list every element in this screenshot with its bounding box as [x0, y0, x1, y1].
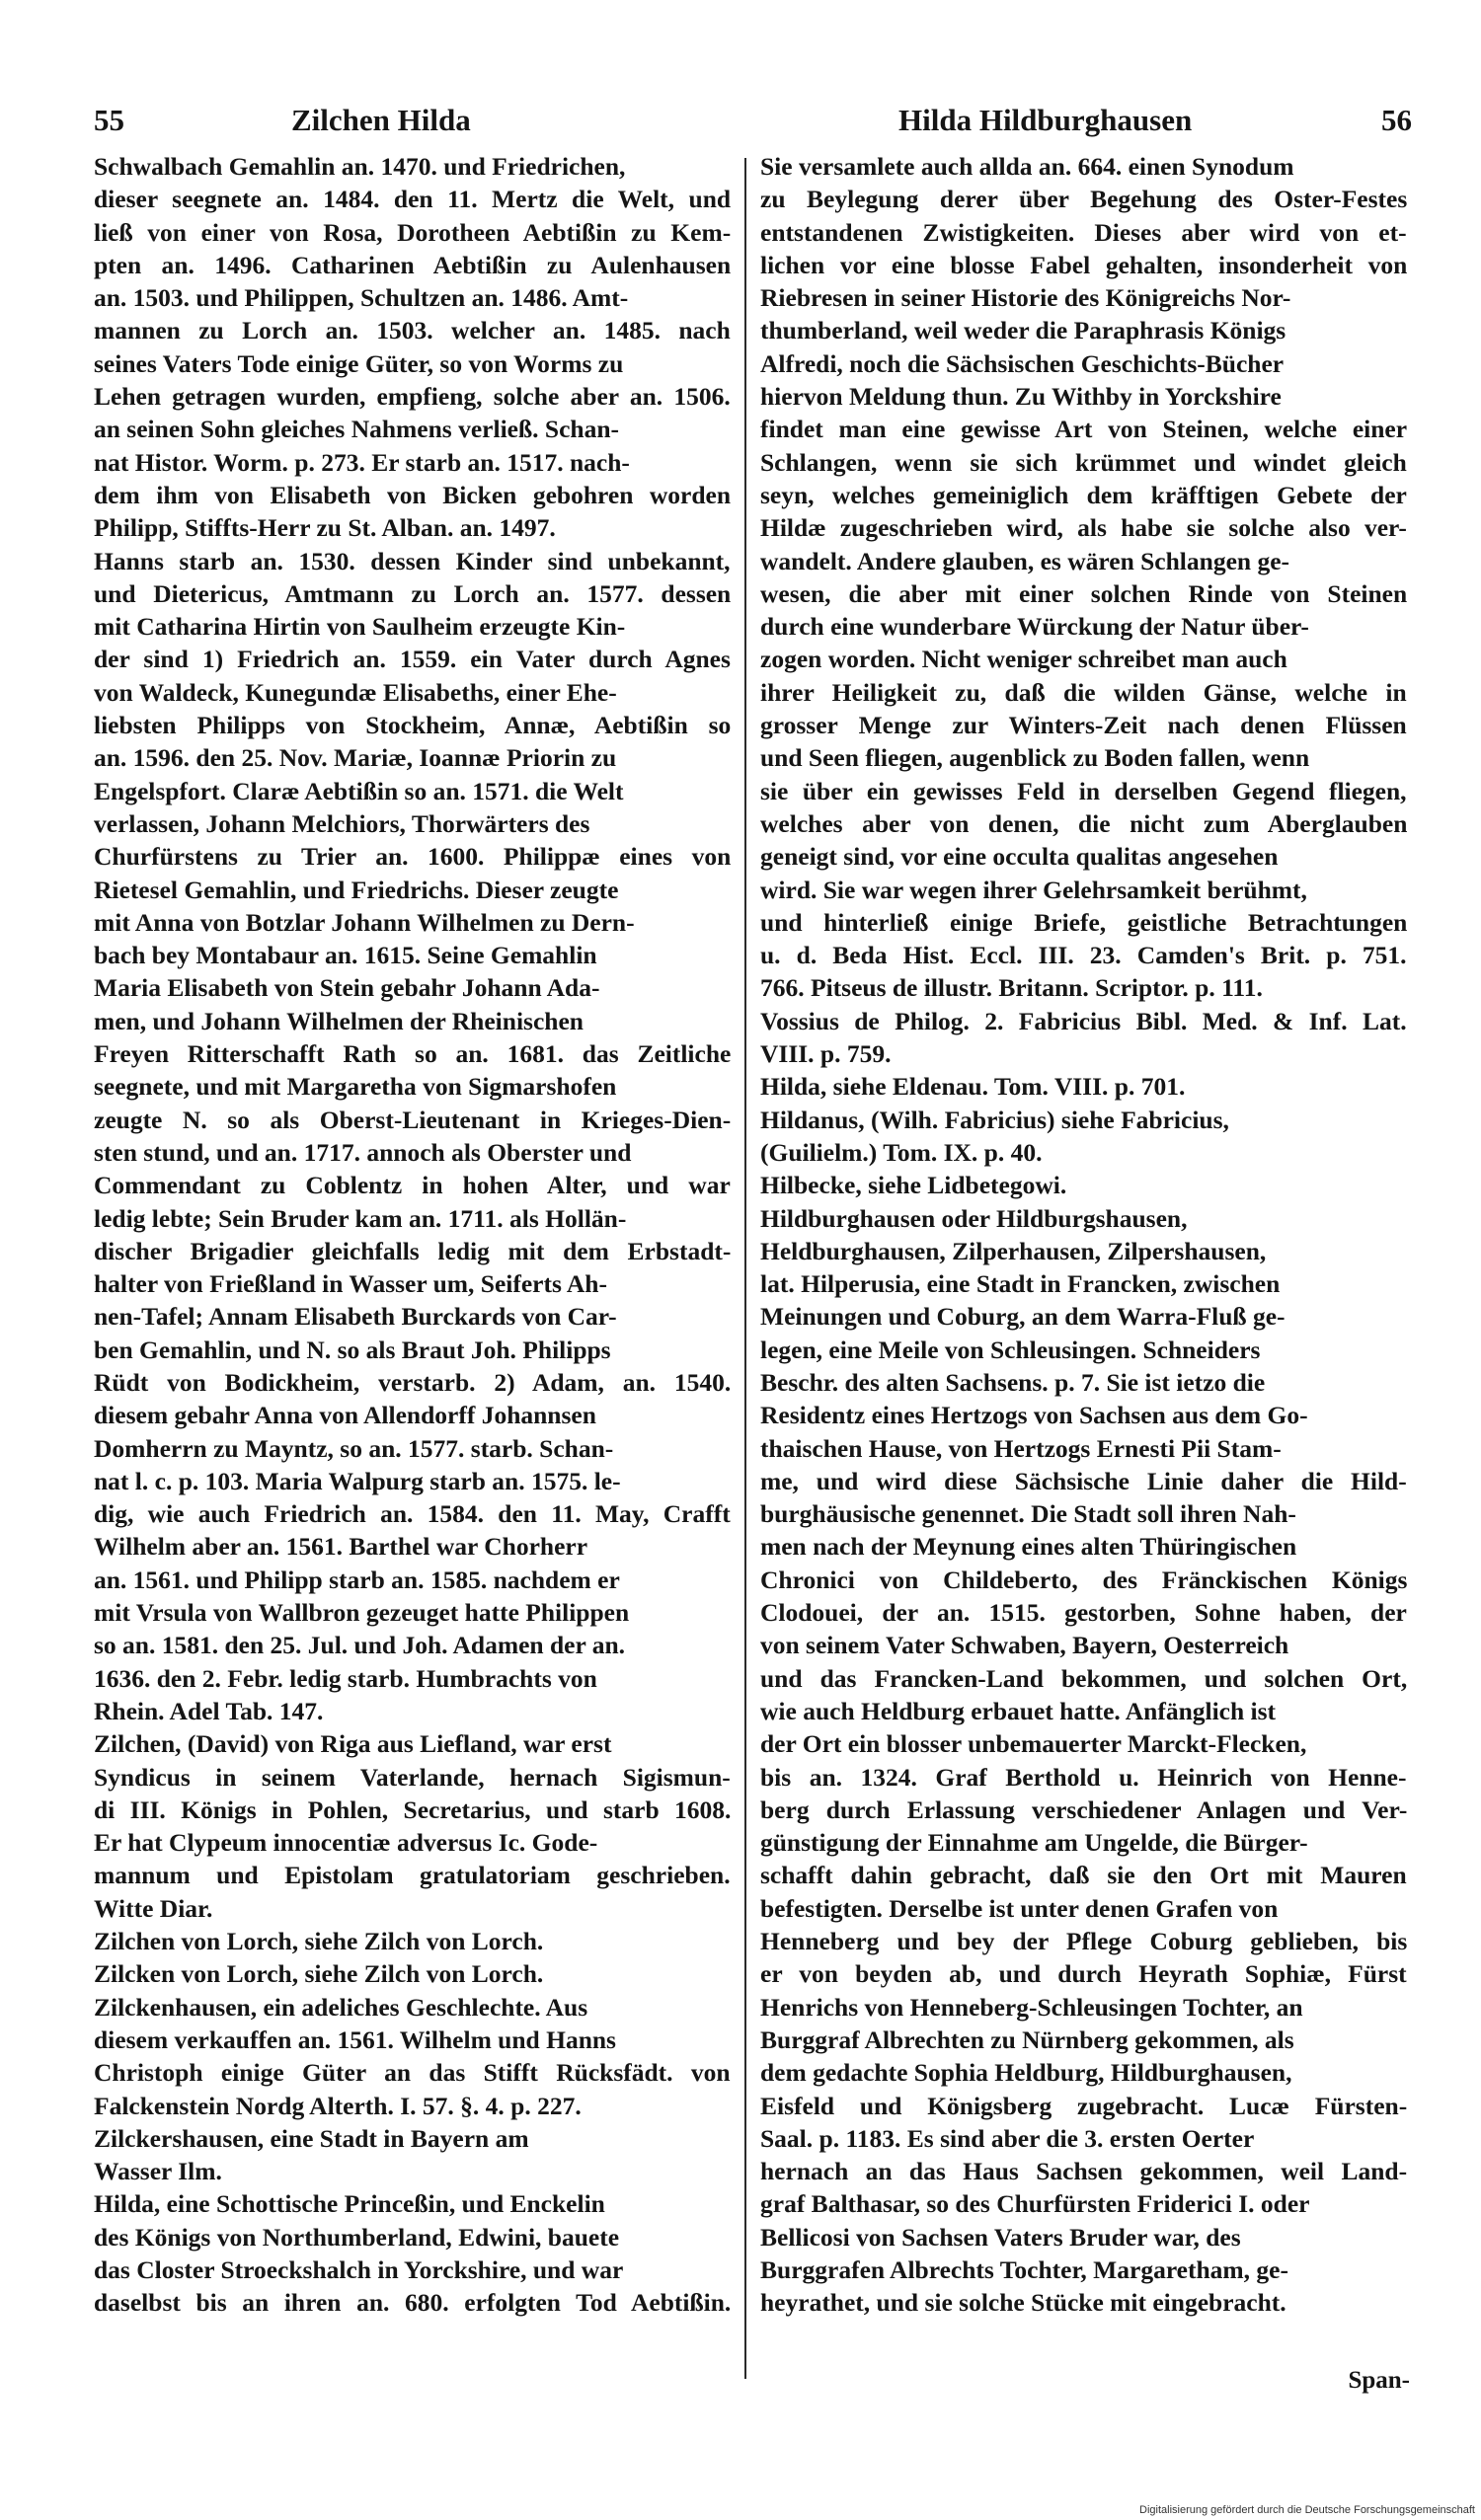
text-line: ließ von einer von Rosa, Dorotheen Aebtißin zu Kem-: [94, 217, 731, 247]
text-line: wie auch Heldburg erbauet hatte. Anfänglich ist: [760, 1696, 1277, 1725]
header-keyword-right: Hilda Hildburghausen: [898, 103, 1193, 137]
text-line: günstigung der Einnahme am Ungelde, die Bürger-: [760, 1828, 1308, 1858]
text-line: men, und Johann Wilhelmen der Rheinischen: [94, 1006, 584, 1035]
text-line: Rietesel Gemahlin, und Friedrichs. Dieser zeugte: [94, 875, 619, 904]
text-line: 766. Pitseus de illustr. Britann. Scriptor. p. 111.: [760, 973, 1263, 1003]
text-line: sie über ein gewisses Feld in derselben Gegend fliegen,: [760, 776, 1407, 805]
text-line: Domherrn zu Mayntz, so an. 1577. starb. Schan-: [94, 1433, 614, 1463]
text-line: di III. Königs in Pohlen, Secretarius, und starb 1608.: [94, 1795, 731, 1824]
text-line: Heldburghausen, Zilperhausen, Zilpershausen,: [760, 1236, 1267, 1265]
text-line: Henneberg und bey der Pflege Coburg geblieben, bis: [760, 1927, 1407, 1956]
text-line: von Waldeck, Kunegundæ Elisabeths, einer Ehe-: [94, 677, 617, 707]
text-line: u. d. Beda Hist. Eccl. III. 23. Camden's Brit. p. 751.: [760, 941, 1407, 970]
text-line: Zilckershausen, eine Stadt in Bayern am: [94, 2123, 529, 2153]
text-line: mit Vrsula von Wallbron gezeuget hatte Philippen: [94, 1598, 630, 1628]
text-line: dieser seegnete an. 1484. den 11. Mertz die Welt, und: [94, 185, 731, 214]
text-line: Hilda, eine Schottische Princeßin, und Enckelin: [94, 2189, 605, 2219]
text-line: welches aber von denen, die nicht zum Aberglauben: [760, 808, 1407, 838]
text-line: halter von Frießland in Wasser um, Seiferts Ah-: [94, 1269, 607, 1299]
text-line: graf Balthasar, so des Churfürsten Friderici I. oder: [760, 2189, 1310, 2219]
text-line: me, und wird diese Sächsische Linie daher die Hild-: [760, 1466, 1407, 1495]
text-line: Eisfeld und Königsberg zugebracht. Lucæ Fürsten-: [760, 2091, 1407, 2120]
text-line: Maria Elisabeth von Stein gebahr Johann Ada-: [94, 973, 600, 1003]
text-line: an. 1561. und Philipp starb an. 1585. nachdem er: [94, 1565, 620, 1594]
running-header: [94, 91, 1412, 150]
text-line: verlassen, Johann Melchiors, Thorwärters des: [94, 808, 590, 838]
text-line: Lehen getragen wurden, empfieng, solche aber an. 1506.: [94, 382, 731, 412]
text-line: ben Gemahlin, und N. so als Braut Joh. Philipps: [94, 1335, 611, 1364]
right-text-column: [760, 150, 1407, 2320]
text-line: mannen zu Lorch an. 1503. welcher an. 1485. nach: [94, 316, 731, 345]
text-line: er von beyden ab, und durch Heyrath Sophiæ, Fürst: [760, 1959, 1407, 1989]
text-line: und Seen fliegen, augenblick zu Boden fallen, wenn: [760, 743, 1310, 773]
text-line: 1636. den 2. Febr. ledig starb. Humbrachts von: [94, 1663, 597, 1693]
text-line: Hildburghausen oder Hildburgshausen,: [760, 1203, 1188, 1233]
page-number-right: 56: [1381, 103, 1412, 137]
text-line: Bellicosi von Sachsen Vaters Bruder war, des: [760, 2222, 1241, 2252]
text-line: und das Francken-Land bekommen, und solchen Ort,: [760, 1663, 1407, 1693]
text-line: hernach an das Haus Sachsen gekommen, weil Land-: [760, 2157, 1407, 2186]
text-line: Vossius de Philog. 2. Fabricius Bibl. Med. & Inf. Lat.: [760, 1006, 1407, 1035]
text-line: Chronici von Childeberto, des Fränckischen Königs: [760, 1565, 1407, 1594]
catchword: Span-: [1348, 2367, 1410, 2394]
text-line: so an. 1581. den 25. Jul. und Joh. Adamen der an.: [94, 1631, 626, 1660]
text-line: seyn, welches gemeiniglich dem kräfftigen Gebete der: [760, 480, 1407, 509]
text-line: (Guilielm.) Tom. IX. p. 40.: [760, 1137, 1043, 1167]
text-line: Alfredi, noch die Sächsischen Geschichts-Bücher: [760, 348, 1285, 378]
text-line: der sind 1) Friedrich an. 1559. ein Vater durch Agnes: [94, 645, 731, 674]
text-line: Falckenstein Nordg Alterth. I. 57. §. 4. p. 227.: [94, 2091, 582, 2120]
text-line: Meinungen und Coburg, an dem Warra-Fluß ge-: [760, 1302, 1286, 1332]
text-line: an seinen Sohn gleiches Nahmens verließ. Schan-: [94, 415, 620, 444]
text-line: des Königs von Northumberland, Edwini, bauete: [94, 2222, 620, 2252]
text-line: legen, eine Meile von Schleusingen. Schneiders: [760, 1335, 1261, 1364]
text-line: grosser Menge zur Winters-Zeit nach denen Flüssen: [760, 711, 1407, 740]
text-line: lichen vor eine blosse Fabel gehalten, insonderheit von: [760, 250, 1407, 279]
text-line: Burggraf Albrechten zu Nürnberg gekommen, als: [760, 2024, 1294, 2054]
text-line: und hinterließ einige Briefe, geistliche Betrachtungen: [760, 907, 1407, 937]
column-divider: [744, 158, 746, 2379]
text-line: Riebresen in seiner Historie des Königreichs Nor-: [760, 283, 1291, 313]
text-line: nat l. c. p. 103. Maria Walpurg starb an. 1575. le-: [94, 1466, 621, 1495]
text-line: Zilckenhausen, ein adeliches Geschlechte. Aus: [94, 1992, 588, 2022]
text-line: Commendant zu Coblentz in hohen Alter, und war: [94, 1171, 731, 1200]
text-line: diesem gebahr Anna von Allendorff Johannsen: [94, 1401, 596, 1430]
text-line: Zilchen von Lorch, siehe Zilch von Lorch.: [94, 1927, 544, 1956]
text-line: lat. Hilperusia, eine Stadt in Francken, zwischen: [760, 1269, 1281, 1299]
text-line: Syndicus in seinem Vaterlande, hernach Sigismun-: [94, 1762, 731, 1792]
page-number-left: 55: [94, 103, 124, 137]
text-line: liebsten Philipps von Stockheim, Annæ, Aebtißin so: [94, 711, 731, 740]
text-line: entstandenen Zwistigkeiten. Dieses aber wird von et-: [760, 217, 1407, 247]
text-line: Henrichs von Henneberg-Schleusingen Tochter, an: [760, 1992, 1303, 2022]
text-line: mannum und Epistolam gratulatoriam geschrieben.: [94, 1861, 731, 1890]
text-line: Engelspfort. Claræ Aebtißin so an. 1571. die Welt: [94, 776, 624, 805]
text-line: burghäusische genennet. Die Stadt soll ihren Nah-: [760, 1499, 1296, 1529]
text-line: Wilhelm aber an. 1561. Barthel war Chorherr: [94, 1532, 588, 1562]
text-line: Hilda, siehe Eldenau. Tom. VIII. p. 701.: [760, 1072, 1186, 1102]
text-line: Er hat Clypeum innocentiæ adversus Ic. Gode-: [94, 1828, 598, 1858]
text-line: der Ort ein blosser unbemauerter Marckt-Flecken,: [760, 1729, 1307, 1759]
text-line: dem gedachte Sophia Heldburg, Hildburghausen,: [760, 2058, 1292, 2088]
digitization-credit: Digitalisierung gefördert durch die Deutsche Forschungsgemeinschaft: [1139, 2504, 1475, 2516]
text-line: pten an. 1496. Catharinen Aebtißin zu Aulenhausen: [94, 250, 731, 279]
text-line: an. 1596. den 25. Nov. Mariæ, Ioannæ Priorin zu: [94, 743, 617, 773]
text-line: Hanns starb an. 1530. dessen Kinder sind unbekannt,: [94, 546, 731, 575]
text-line: Clodouei, der an. 1515. gestorben, Sohne haben, der: [760, 1598, 1407, 1628]
text-line: dem ihm von Elisabeth von Bicken gebohren worden: [94, 480, 731, 509]
text-line: daselbst bis an ihren an. 680. erfolgten Tod Aebtißin.: [94, 2288, 731, 2318]
text-line: durch eine wunderbare Würckung der Natur über-: [760, 612, 1309, 642]
text-line: bach bey Montabaur an. 1615. Seine Gemahlin: [94, 941, 597, 970]
text-line: Churfürstens zu Trier an. 1600. Philippæ eines von: [94, 842, 731, 872]
text-line: diesem verkauffen an. 1561. Wilhelm und Hanns: [94, 2024, 616, 2054]
text-line: Zilchen, (David) von Riga aus Liefland, war erst: [94, 1729, 612, 1759]
text-line: sten stund, und an. 1717. annoch als Oberster und: [94, 1137, 632, 1167]
text-line: Sie versamlete auch allda an. 664. einen Synodum: [760, 152, 1294, 181]
text-line: Hilbecke, siehe Lidbetegowi.: [760, 1171, 1067, 1200]
text-line: und Dietericus, Amtmann zu Lorch an. 1577. dessen: [94, 578, 731, 608]
text-line: zogen worden. Nicht weniger schreibet man auch: [760, 645, 1287, 674]
text-line: mit Anna von Botzlar Johann Wilhelmen zu Dern-: [94, 907, 635, 937]
text-line: dig, wie auch Friedrich an. 1584. den 11. May, Crafft: [94, 1499, 731, 1529]
text-line: geneigt sind, vor eine occulta qualitas angesehen: [760, 842, 1279, 872]
text-line: men nach der Meynung eines alten Thüringischen: [760, 1532, 1297, 1562]
text-line: Residentz eines Hertzogs von Sachsen aus dem Go-: [760, 1401, 1308, 1430]
text-line: Wasser Ilm.: [94, 2157, 222, 2186]
text-line: nen-Tafel; Annam Elisabeth Burckards von Car-: [94, 1302, 617, 1332]
text-line: schafft dahin gebracht, daß sie den Ort mit Mauren: [760, 1861, 1407, 1890]
text-line: seines Vaters Tode einige Güter, so von Worms zu: [94, 348, 624, 378]
text-line: Philipp, Stiffts-Herr zu St. Alban. an. 1497.: [94, 513, 556, 543]
text-line: Freyen Ritterschafft Rath so an. 1681. das Zeitliche: [94, 1039, 731, 1069]
text-line: Schwalbach Gemahlin an. 1470. und Friedrichen,: [94, 152, 626, 181]
text-line: an. 1503. und Philippen, Schultzen an. 1486. Amt-: [94, 283, 629, 313]
text-line: ledig lebte; Sein Bruder kam an. 1711. als Hollän-: [94, 1203, 627, 1233]
text-line: Beschr. des alten Sachsens. p. 7. Sie ist ietzo die: [760, 1367, 1266, 1397]
header-keyword-left: Zilchen Hilda: [291, 103, 471, 137]
text-line: bis an. 1324. Graf Berthold u. Heinrich von Henne-: [760, 1762, 1407, 1792]
text-line: befestigten. Derselbe ist unter denen Grafen von: [760, 1893, 1279, 1923]
text-line: Christoph einige Güter an das Stifft Rücksfädt. von: [94, 2058, 731, 2088]
text-line: thumberland, weil weder die Paraphrasis Königs: [760, 316, 1286, 345]
text-line: von seinem Vater Schwaben, Bayern, Oesterreich: [760, 1631, 1289, 1660]
text-line: Zilcken von Lorch, siehe Zilch von Lorch.: [94, 1959, 544, 1989]
text-line: discher Brigadier gleichfalls ledig mit dem Erbstadt-: [94, 1236, 731, 1265]
text-line: Hildæ zugeschrieben wird, als habe sie solche also ver-: [760, 513, 1407, 543]
text-line: Hildanus, (Wilh. Fabricius) siehe Fabricius,: [760, 1105, 1229, 1134]
text-line: heyrathet, und sie solche Stücke mit eingebracht.: [760, 2288, 1286, 2318]
text-line: Rhein. Adel Tab. 147.: [94, 1696, 324, 1725]
text-line: nat Histor. Worm. p. 273. Er starb an. 1517. nach-: [94, 447, 630, 477]
text-line: berg durch Erlassung verschiedener Anlagen und Ver-: [760, 1795, 1407, 1824]
text-line: wesen, die aber mit einer solchen Rinde von Steinen: [760, 578, 1407, 608]
text-line: VIII. p. 759.: [760, 1039, 892, 1069]
text-line: mit Catharina Hirtin von Saulheim erzeugte Kin-: [94, 612, 626, 642]
text-line: thaischen Hause, von Hertzogs Ernesti Pii Stam-: [760, 1433, 1282, 1463]
text-line: das Closter Stroeckshalch in Yorckshire, und war: [94, 2255, 624, 2284]
text-line: wandelt. Andere glauben, es wären Schlangen ge-: [760, 546, 1290, 575]
left-text-column: [94, 150, 731, 2320]
text-line: Schlangen, wenn sie sich krümmet und windet gleich: [760, 447, 1407, 477]
text-line: seegnete, und mit Margaretha von Sigmarshofen: [94, 1072, 617, 1102]
text-line: Witte Diar.: [94, 1893, 213, 1923]
text-line: hiervon Meldung thun. Zu Withby in Yorckshire: [760, 382, 1282, 412]
text-line: Burggrafen Albrechts Tochter, Margaretham, ge-: [760, 2255, 1288, 2284]
text-line: Rüdt von Bodickheim, verstarb. 2) Adam, an. 1540.: [94, 1367, 731, 1397]
text-line: ihrer Heiligkeit zu, daß die wilden Gänse, welche in: [760, 677, 1407, 707]
text-line: wird. Sie war wegen ihrer Gelehrsamkeit berühmt,: [760, 875, 1307, 904]
text-line: zu Beylegung derer über Begehung des Oster-Festes: [760, 185, 1407, 214]
text-line: Saal. p. 1183. Es sind aber die 3. ersten Oerter: [760, 2123, 1255, 2153]
text-line: zeugte N. so als Oberst-Lieutenant in Krieges-Dien-: [94, 1105, 731, 1134]
text-line: findet man eine gewisse Art von Steinen, welche einer: [760, 415, 1407, 444]
